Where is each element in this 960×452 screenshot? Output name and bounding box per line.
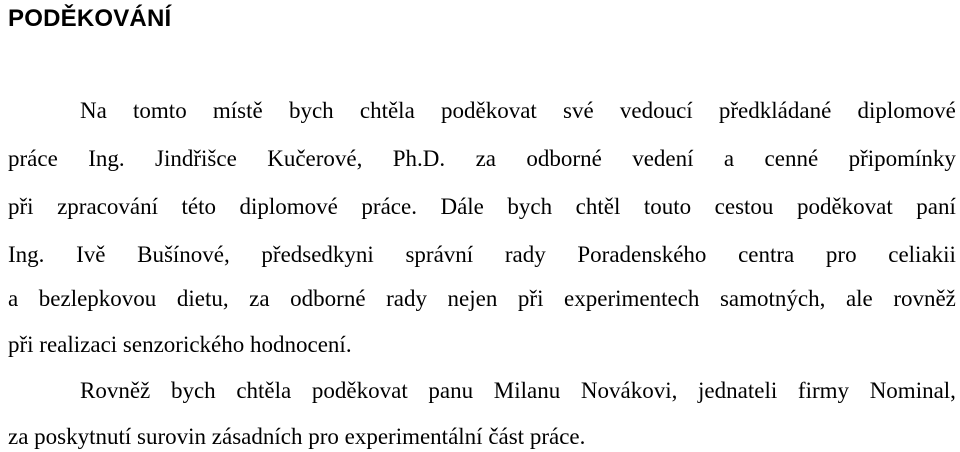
paragraph-2-line-2: za poskytnutí surovin zásadních pro experimentální část práce.: [8, 424, 586, 449]
word: místě: [212, 98, 263, 123]
word: experimentech: [564, 286, 700, 311]
word: touto: [643, 194, 692, 219]
word: celiakii: [888, 242, 956, 267]
word: připomínky: [848, 146, 956, 171]
word: Milanu: [493, 378, 561, 403]
word: tomto: [133, 98, 187, 123]
word: nejen: [447, 286, 498, 311]
word: Dále: [440, 194, 484, 219]
word: poděkovat: [796, 194, 893, 219]
word: Ivě: [76, 242, 106, 267]
word: práce.: [361, 194, 417, 219]
word: při: [517, 286, 544, 311]
word: firmy: [797, 378, 850, 403]
word: této: [181, 194, 216, 219]
word: cestou: [714, 194, 774, 219]
word: ale: [845, 286, 873, 311]
word: dietu,: [176, 286, 229, 311]
word: bych: [288, 98, 334, 123]
word: samotných,: [719, 286, 826, 311]
word: své: [563, 98, 594, 123]
word: odborné: [526, 146, 602, 171]
word: práce: [8, 146, 58, 171]
paragraph-1-line-1: [80, 97, 956, 125]
word: bych: [507, 194, 553, 219]
page-heading: PODĚKOVÁNÍ: [8, 5, 172, 32]
word: vedení: [632, 146, 694, 171]
word: odborné: [290, 286, 366, 311]
word: Na: [80, 98, 107, 123]
word: za: [475, 146, 496, 171]
paragraph-1-line-2: [8, 145, 956, 173]
word: Bušínové,: [137, 242, 230, 267]
word: Kučerové,: [267, 146, 363, 171]
word: diplomové: [857, 98, 956, 123]
word: vedoucí: [619, 98, 693, 123]
word: Nominal,: [869, 378, 956, 403]
word: při: [8, 194, 34, 219]
word: bezlepkovou: [38, 286, 157, 311]
word: chtěla: [236, 378, 292, 403]
paragraph-1-line-6: při realizaci senzorického hodnocení.: [8, 332, 352, 357]
word: Rovněž: [80, 378, 151, 403]
word: Jindřišce: [155, 146, 237, 171]
word: Ph.D.: [392, 146, 446, 171]
word: paní: [916, 194, 956, 219]
word: chtěl: [575, 194, 621, 219]
word: panu: [428, 378, 474, 403]
word: rady: [386, 286, 427, 311]
word: předsedkyni: [261, 242, 374, 267]
word: za: [249, 286, 270, 311]
word: chtěla: [359, 98, 415, 123]
word: předkládané: [718, 98, 832, 123]
word: diplomové: [239, 194, 338, 219]
word: jednateli: [698, 378, 778, 403]
word: správní: [405, 242, 474, 267]
word: rovněž: [893, 286, 956, 311]
word: pro: [825, 242, 857, 267]
word: centra: [738, 242, 795, 267]
word: cenné: [764, 146, 819, 171]
word: Ing.: [8, 242, 45, 267]
word: Novákovi,: [580, 378, 678, 403]
word: rady: [504, 242, 546, 267]
word: a: [723, 146, 735, 171]
paragraph-1-line-5: [8, 285, 956, 313]
word: poděkovat: [440, 98, 537, 123]
paragraph-2-line-1: [80, 377, 956, 405]
word: Ing.: [88, 146, 125, 171]
word: a: [8, 286, 19, 311]
word: poděkovat: [311, 378, 408, 403]
paragraph-1-line-4: [8, 241, 956, 269]
word: Poradenského: [577, 242, 707, 267]
word: zpracování: [57, 194, 158, 219]
paragraph-1-line-3: [8, 193, 956, 221]
word: bych: [170, 378, 216, 403]
